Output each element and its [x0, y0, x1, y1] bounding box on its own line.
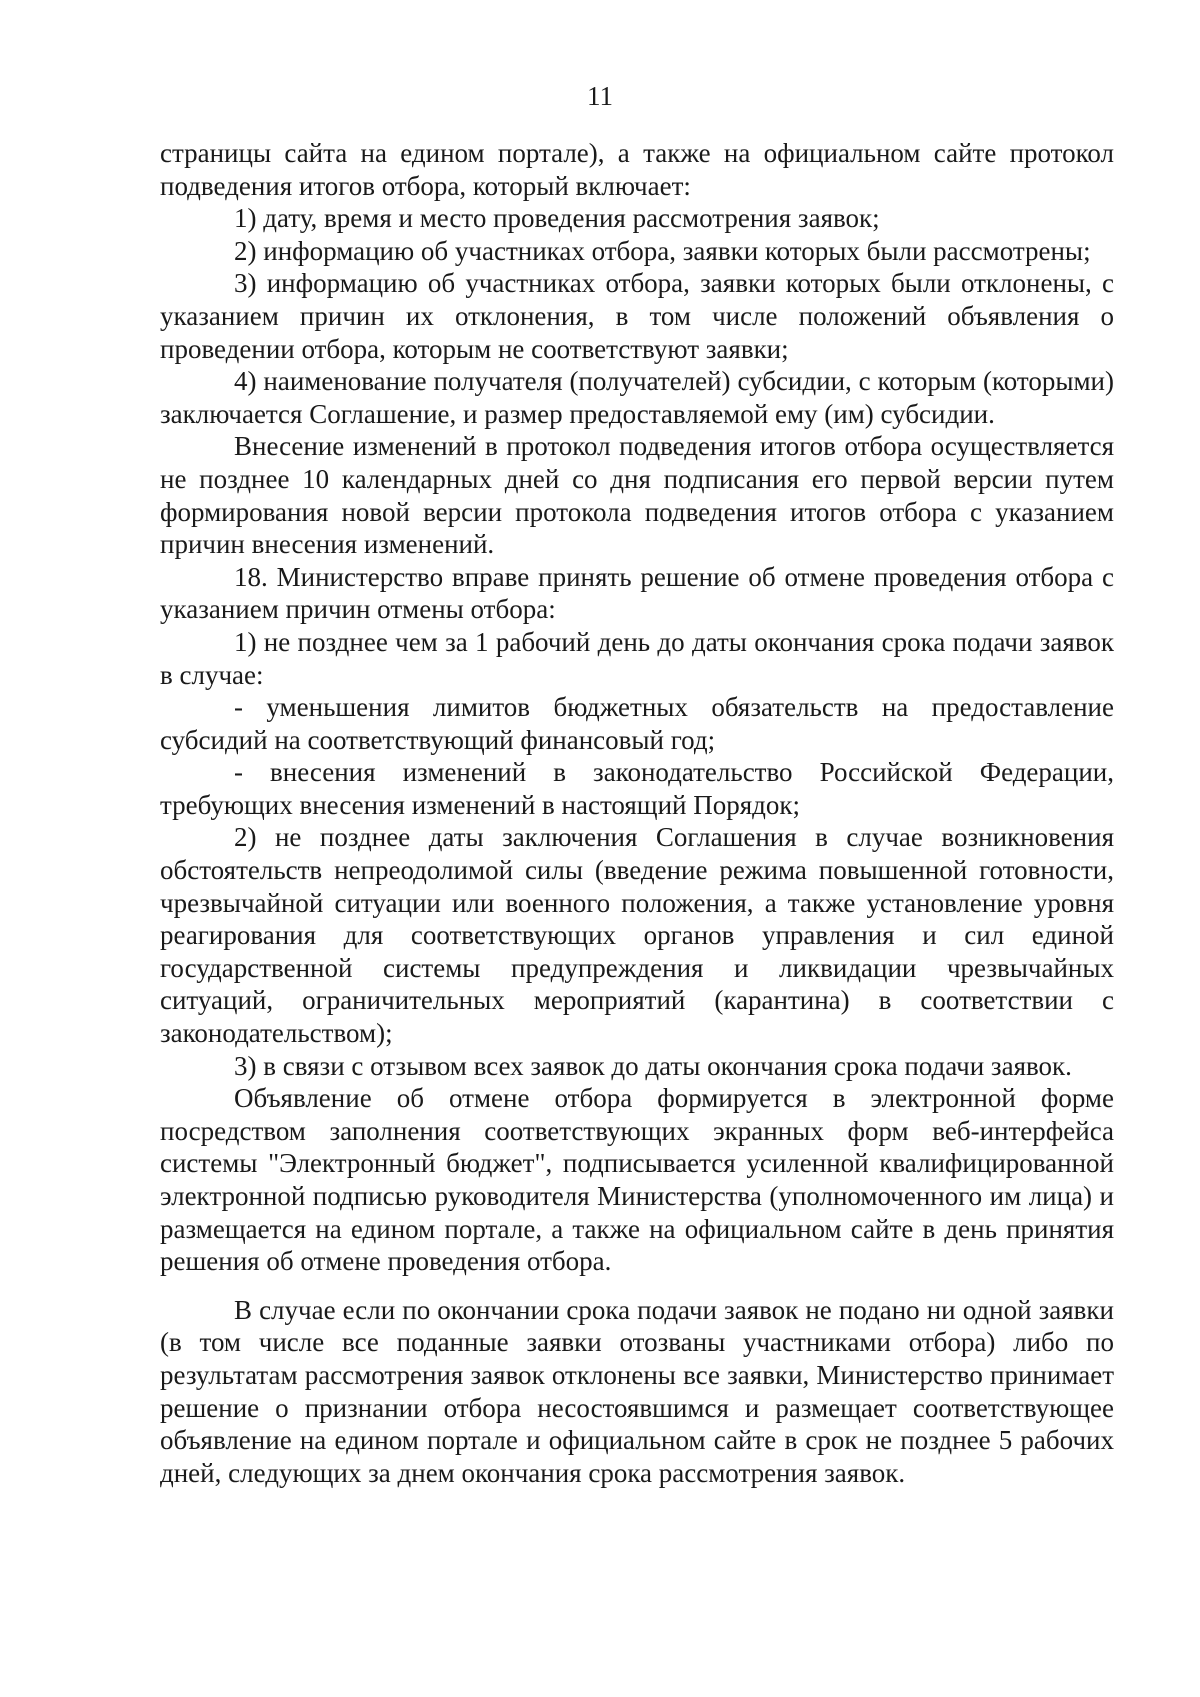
list-item-2: 2) информацию об участниках отбора, заявки которых были рассмотрены; [234, 235, 1091, 266]
page-number: 11 [587, 81, 613, 111]
dash-item-legislation: - внесения изменений в законодательство Российской Федерации, требующих внесения изменений в настоящий Порядок; [160, 757, 1114, 820]
list-item-1-deadline: 1) не позднее чем за 1 рабочий день до даты окончания срока подачи заявок в случае: [160, 626, 1114, 690]
list-item-4: 4) наименование получателя (получателей) субсидии, с которым (которыми) заключается Соглашение, и размер предоставляемой ему (им) субсидии. [160, 366, 1114, 429]
list-item-3: 3) информацию об участниках отбора, заявки которых были отклонены, с указанием причин их отклонения, в том числе положений объявления о проведении отбора, которым не соответствуют заявки; [160, 268, 1114, 364]
paragraph-cancellation-notice: Объявление об отмене отбора формируется в электронной форме посредством заполнения соответствующих экранных форм веб-интерфейса системы "Электронный бюджет", подписывается усиленной квалифицированной электронной подписью руководителя Министерства (уполномоченного им лица) и размещается на едином портале, а также на официальном сайте в день принятия решения об отмене проведения отбора. [160, 1083, 1114, 1277]
document-body [160, 137, 1114, 1489]
paragraph-failed-selection: В случае если по окончании срока подачи заявок не подано ни одной заявки (в том числе все поданные заявки отозваны участниками отбора) либо по результатам рассмотрения заявок отклонены все заявки, Министерство принимает решение о признании отбора несостоявшимся и размещает соответствующее объявление на едином портале и официальном сайте в срок не позднее 5 рабочих дней, следующих за днем окончания срока рассмотрения заявок. [160, 1294, 1114, 1488]
dash-item-limits: - уменьшения лимитов бюджетных обязательств на предоставление субсидий на соответствующий финансовый год; [160, 692, 1114, 755]
list-item-1: 1) дату, время и место проведения рассмотрения заявок; [234, 203, 880, 234]
paragraph-18: 18. Министерство вправе принять решение об отмене проведения отбора с указанием причин отмены отбора: [160, 561, 1114, 625]
paragraph-protocol-changes: Внесение изменений в протокол подведения итогов отбора осуществляется не позднее 10 календарных дней со дня подписания его первой версии путем формирования новой версии протокола подведения итогов отбора с указанием причин внесения изменений. [160, 431, 1114, 560]
list-item-2-force-majeure: 2) не позднее даты заключения Соглашения в случае возникновения обстоятельств непреодолимой силы (введение режима повышенной готовности, чрезвычайной ситуации или военного положения, а также установление уровня реагирования для соответствующих органов управления и сил единой государственной системы предупреждения и ликвидации чрезвычайных ситуаций, ограничительных мероприятий (карантина) в соответствии с законодательством); [160, 822, 1114, 1049]
paragraph-continuation: страницы сайта на едином портале), а также на официальном сайте протокол подведения итогов отбора, который включает: [160, 138, 1114, 201]
list-item-3-withdrawal: 3) в связи с отзывом всех заявок до даты окончания срока подачи заявок. [234, 1050, 1072, 1081]
